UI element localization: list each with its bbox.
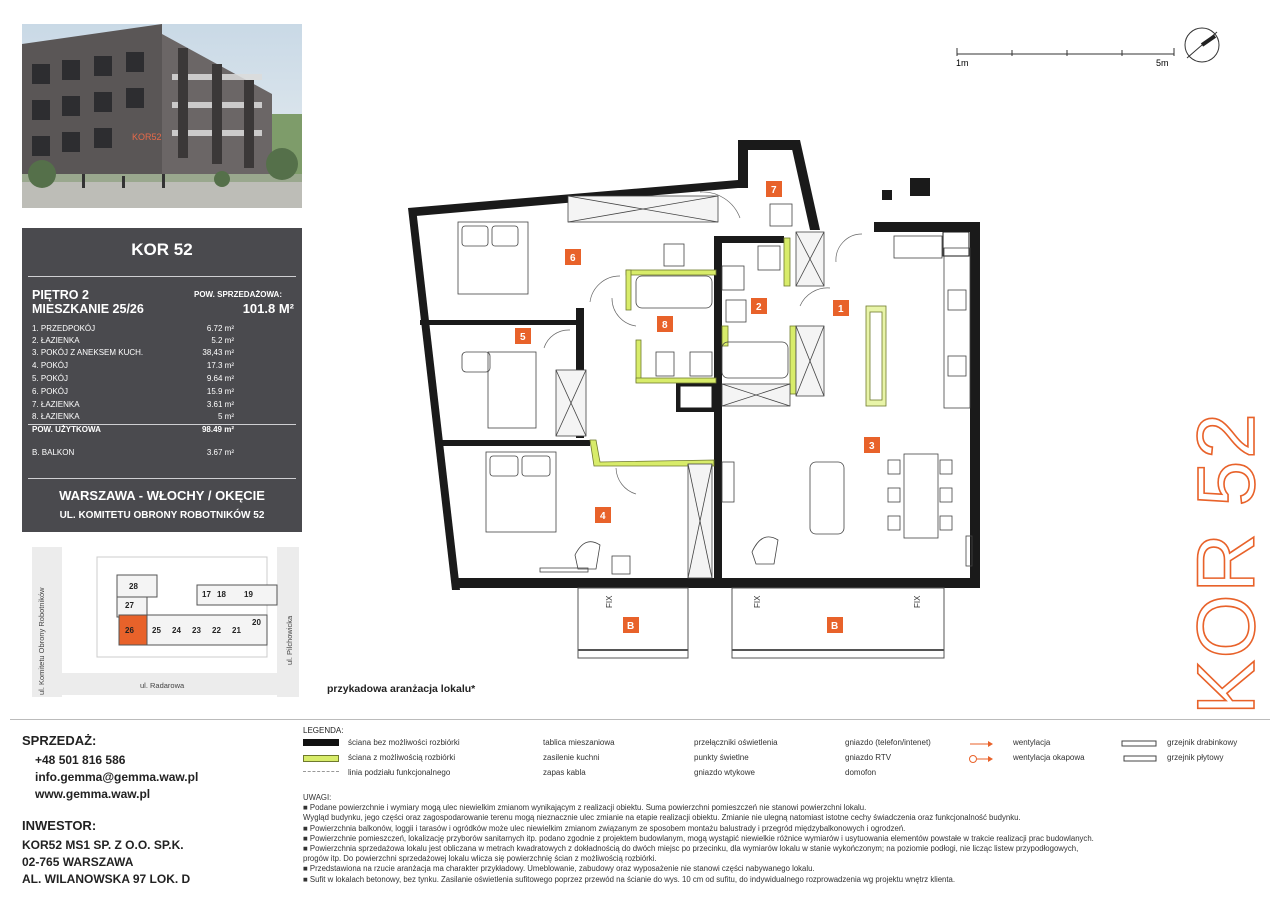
remarks [303, 793, 1263, 885]
unit-17: 17 [202, 590, 211, 599]
sales-area-value: 101.8 M² [242, 301, 294, 316]
room-label: POW. UŻYTKOWA [32, 425, 101, 434]
fix-label: FIX [605, 595, 614, 608]
divider [28, 478, 296, 479]
building-sign: KOR52 [132, 132, 162, 142]
unit-19: 19 [244, 590, 253, 599]
balcony-label: B [627, 621, 635, 632]
legend-item: linia podziału funkcjonalnego [348, 768, 451, 777]
address: UL. KOMITETU OBRONY ROBOTNIKÓW 52 [59, 510, 265, 521]
unit-label: MIESZKANIE 25/26 [32, 302, 144, 316]
sales-email[interactable]: info.gemma@gemma.waw.pl [35, 770, 199, 784]
sales-phone[interactable]: +48 501 816 586 [35, 753, 126, 767]
radiator-icon [1120, 738, 1160, 766]
legend-item: punkty świetlne [694, 753, 749, 762]
scale-max: 5m [1156, 58, 1169, 68]
legend-item: zasilenie kuchni [543, 753, 600, 762]
building-photo [22, 24, 302, 208]
legend-item: zapas kabla [543, 768, 586, 777]
room-area: 3.61 m² [206, 400, 234, 409]
legend-item: grzejnik drabinkowy [1167, 738, 1238, 747]
room-label: 8. ŁAZIENKA [32, 412, 80, 421]
room-label: 3. POKÓJ Z ANEKSEM KUCH. [32, 348, 144, 357]
unit-26: 26 [125, 626, 134, 635]
unit-25: 25 [152, 626, 161, 635]
street-bottom: ul. Radarowa [140, 681, 185, 690]
room-row [32, 324, 234, 336]
room-number-3: 3 [869, 441, 875, 452]
scale-bar [952, 44, 1182, 70]
fix-label: FIX [753, 595, 762, 608]
building-name: KOR 52 [131, 240, 193, 259]
room-number-7: 7 [771, 185, 777, 196]
remark-line: ■ Sufit w lokalach betonowy, bez tynku. Zasilanie oświetlenia sufitowego poprzez przewód na ścianie do wys. 10 cm od sufitu, do indywidualnego rozprowadzenia wg projektu wnętrz klienta. [303, 874, 956, 884]
fix-label: FIX [913, 595, 922, 608]
legend-swatch-structural [303, 739, 339, 746]
room-area: 17.3 m² [206, 361, 234, 370]
remark-line: ■ Przedstawiona na rzucie aranżacja ma charakter przykładowy. Umeblowanie, zabudowy oraz wyposażenie nie stanowi części nabywanego lokalu. [303, 864, 815, 874]
room-number-6: 6 [570, 253, 576, 264]
remark-line: progów itp. Do powierzchni sprzedażowej lokalu wlicza się powierzchnię ścian z możliwością rozbiórki. [303, 854, 657, 864]
room-area: 3.67 m² [206, 448, 234, 457]
divider [28, 276, 296, 277]
legend-item: grzejnik płytowy [1167, 753, 1224, 762]
room-label: 5. POKÓJ [32, 374, 69, 383]
legend-title: LEGENDA: [303, 726, 344, 735]
legend-item: ściana z możliwością rozbiórki [348, 753, 456, 762]
unit-18: 18 [217, 590, 226, 599]
room-row [32, 348, 234, 360]
remarks-title: UWAGI: [303, 793, 332, 802]
room-row [32, 412, 234, 424]
remark-line: ■ Powierzchnia balkonów, loggii i tarasów i ogródków może ulec niewielkim zmianom związanym ze sposobem montażu balustrady i przegród międzybalkonowych i ogrodzeń. [303, 823, 906, 833]
compass-icon [1181, 24, 1225, 68]
remark-line: Wygląd budynku, jego części oraz zagospodarowanie terenu mogą nieznacznie ulec zmianie na etapie realizacji obiektu. Zmianie nie ulegną natomiast istotne cechy świadczenia oraz funkcjonalność budynku. [303, 813, 1021, 823]
vertical-logo-text: KOR 52 [1181, 411, 1272, 715]
scale-min: 1m [956, 58, 969, 68]
room-area: 9.64 m² [206, 374, 234, 383]
legend-item: gniazdo (telefon/intenet) [845, 738, 931, 747]
legend-item: tablica mieszaniowa [543, 738, 615, 747]
unit-23: 23 [192, 626, 201, 635]
sales-web[interactable]: www.gemma.waw.pl [35, 787, 151, 801]
room-row [32, 374, 234, 386]
legend-item: gniazdo RTV [845, 753, 892, 762]
room-number-8: 8 [662, 320, 668, 331]
site-plan [22, 545, 302, 705]
legend-item: przełączniki oświetlenia [694, 738, 778, 747]
room-label: 1. PRZEDPOKÓJ [32, 324, 96, 333]
room-area: 15.9 m² [206, 387, 234, 396]
legend-item: gniazdo wtykowe [694, 768, 755, 777]
legend-swatch-removable [303, 755, 339, 762]
room-label: 6. POKÓJ [32, 387, 69, 396]
room-label: B. BALKON [32, 448, 75, 457]
remark-line: ■ Powierzchnia sprzedażowa lokalu jest obliczana w metrach kwadratowych z dokładnością do dwóch miejsc po przecinku, dla wymiarów lokalu w stanie wykończonym; na poziomie podłogi, nie licząc listew przypodłogowych, [303, 844, 1079, 854]
room-label: 7. ŁAZIENKA [32, 400, 80, 409]
room-row [32, 400, 234, 412]
unit-27: 27 [125, 601, 134, 610]
vertical-logo [1181, 411, 1272, 720]
investor-city: 02-765 WARSZAWA [22, 855, 134, 869]
unit-21: 21 [232, 626, 241, 635]
removable-walls [590, 238, 886, 466]
unit-28: 28 [129, 582, 138, 591]
room-label: 4. POKÓJ [32, 361, 69, 370]
sales-area-label: POW. SPRZEDAŻOWA: [194, 290, 282, 299]
remark-line: ■ Powierzchnie pomieszczeń, lokalizację przyborów sanitarnych itp. podano zgodnie z projektem budowlanym, mogą wystąpić niewielkie różnice wymiarów i usytuowania elementów powstałe w trakcie realizacji prac budowlanych. [303, 833, 1094, 843]
sales-header: SPRZEDAŻ: [22, 733, 97, 748]
floor-label: PIĘTRO 2 [32, 288, 89, 302]
room-area: 6.72 m² [206, 324, 234, 333]
room-row [32, 336, 234, 348]
street-left: ul. Komitetu Obrony Robotników [37, 587, 46, 695]
investor-header: INWESTOR: [22, 818, 97, 833]
room-area: 98.49 m² [201, 425, 234, 434]
room-area: 5 m² [218, 412, 234, 421]
room-label: 2. ŁAZIENKA [32, 336, 80, 345]
unit-20: 20 [252, 618, 261, 627]
room-row [32, 361, 234, 373]
legend-item: domofon [845, 768, 877, 777]
room-area: 5.2 m² [211, 336, 234, 345]
room-area: 38,43 m² [202, 348, 234, 357]
legend-item: ściana bez możliwości rozbiórki [348, 738, 460, 747]
contact-block [22, 732, 198, 888]
usable-area-row [32, 425, 234, 437]
balcony-label: B [831, 621, 839, 632]
remark-line: ■ Podane powierzchnie i wymiary mogą ulec niewielkim zmianom wynikającym z realizacji obiektu. Suma powierzchni pomieszczeń nie stanowi powierzchni lokalu. [303, 803, 867, 813]
street-right: ul. Pilchowicka [285, 615, 294, 665]
room-number-2: 2 [756, 302, 762, 313]
example-layout-note: przykadowa aranżacja lokalu* [327, 683, 476, 695]
apartment-info-panel [22, 228, 302, 532]
room-row [32, 387, 234, 399]
room-number-4: 4 [600, 511, 606, 522]
investor-street: AL. WILANOWSKA 97 LOK. D [22, 872, 191, 886]
divider [10, 719, 1270, 720]
floor-plan [400, 130, 1000, 670]
ventilation-icon [968, 739, 994, 767]
balcony-row [32, 448, 234, 460]
room-number-1: 1 [838, 304, 844, 315]
legend-swatch-division [303, 771, 339, 772]
unit-24: 24 [172, 626, 181, 635]
legend-item: wentylacja [1013, 738, 1051, 747]
room-number-5: 5 [520, 332, 526, 343]
location: WARSZAWA - WŁOCHY / OKĘCIE [59, 488, 265, 503]
legend-item: wentylacja okapowa [1013, 753, 1085, 762]
investor-name: KOR52 MS1 SP. Z O.O. SP.K. [22, 838, 184, 852]
unit-heading [32, 288, 144, 316]
unit-22: 22 [212, 626, 221, 635]
